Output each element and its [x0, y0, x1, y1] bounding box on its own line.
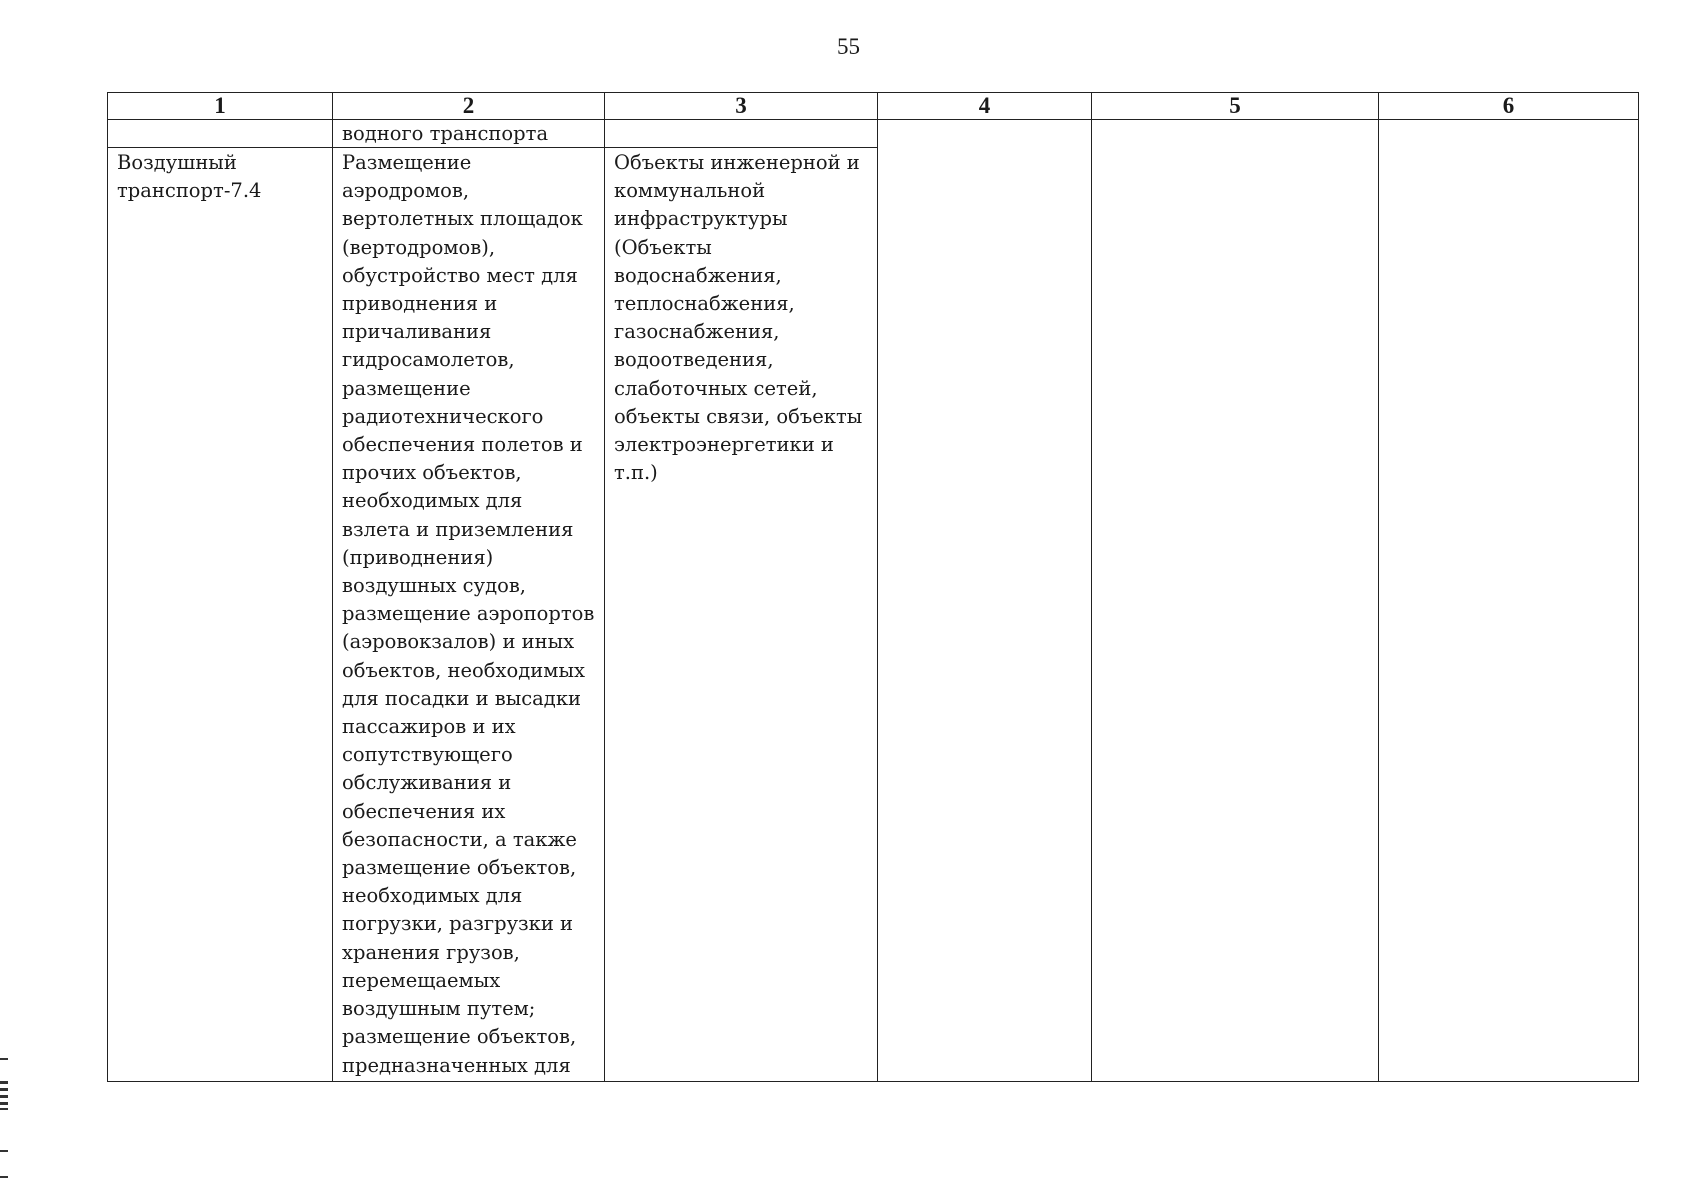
scan-edge-mark: [0, 1088, 8, 1091]
column-header-6: 6: [1379, 93, 1639, 120]
page-number: 55: [837, 34, 860, 59]
scan-edge-mark: [0, 1108, 8, 1110]
continuation-cell-col1: [108, 120, 333, 148]
column-header-3: 3: [605, 93, 878, 120]
scan-edge-mark: [0, 1095, 8, 1098]
table-cell-use-type: Воздушный транспорт-7.4: [108, 148, 333, 1082]
table-cell-col5: [1092, 120, 1379, 1082]
column-header-5: 5: [1092, 93, 1379, 120]
scan-edge-mark: [0, 1058, 8, 1060]
scan-edge-mark: [0, 1081, 8, 1084]
scan-edge-mark: [0, 1176, 8, 1178]
table-cell-col6: [1379, 120, 1639, 1082]
land-use-table: [107, 92, 1639, 1082]
continuation-row: [108, 120, 1639, 148]
continuation-cell-col3: [605, 120, 878, 148]
column-header-4: 4: [878, 93, 1092, 120]
column-header-2: 2: [333, 93, 605, 120]
table-cell-col4: [878, 120, 1092, 1082]
scan-edge-mark: [0, 1102, 8, 1105]
column-header-1: 1: [108, 93, 333, 120]
header-row: [108, 93, 1639, 120]
table-cell-auxiliary-uses: Объекты инженерной и коммунальной инфраструктуры (Объекты водоснабжения, теплоснабжения, газоснабжения, водоотведения, слаботочных сетей, объекты связи, объекты электроэнергетики и т.п.): [605, 148, 878, 1082]
table-cell-description: Размещение аэродромов, вертолетных площадок (вертодромов), обустройство мест для приводнения и причаливания гидросамолетов, размещение радиотехнического обеспечения полетов и прочих объектов, необходимых для взлета и приземления (приводнения) воздушных судов, размещение аэропортов (аэровокзалов) и иных объектов, необходимых для посадки и высадки пассажиров и их сопутствующего обслуживания и обеспечения их безопасности, а также размещение объектов, необходимых для погрузки, разгрузки и хранения грузов, перемещаемых воздушным путем; размещение объектов, предназначенных для: [333, 148, 605, 1082]
continuation-cell-col2: водного транспорта: [333, 120, 605, 148]
scan-edge-mark: [0, 1150, 8, 1152]
